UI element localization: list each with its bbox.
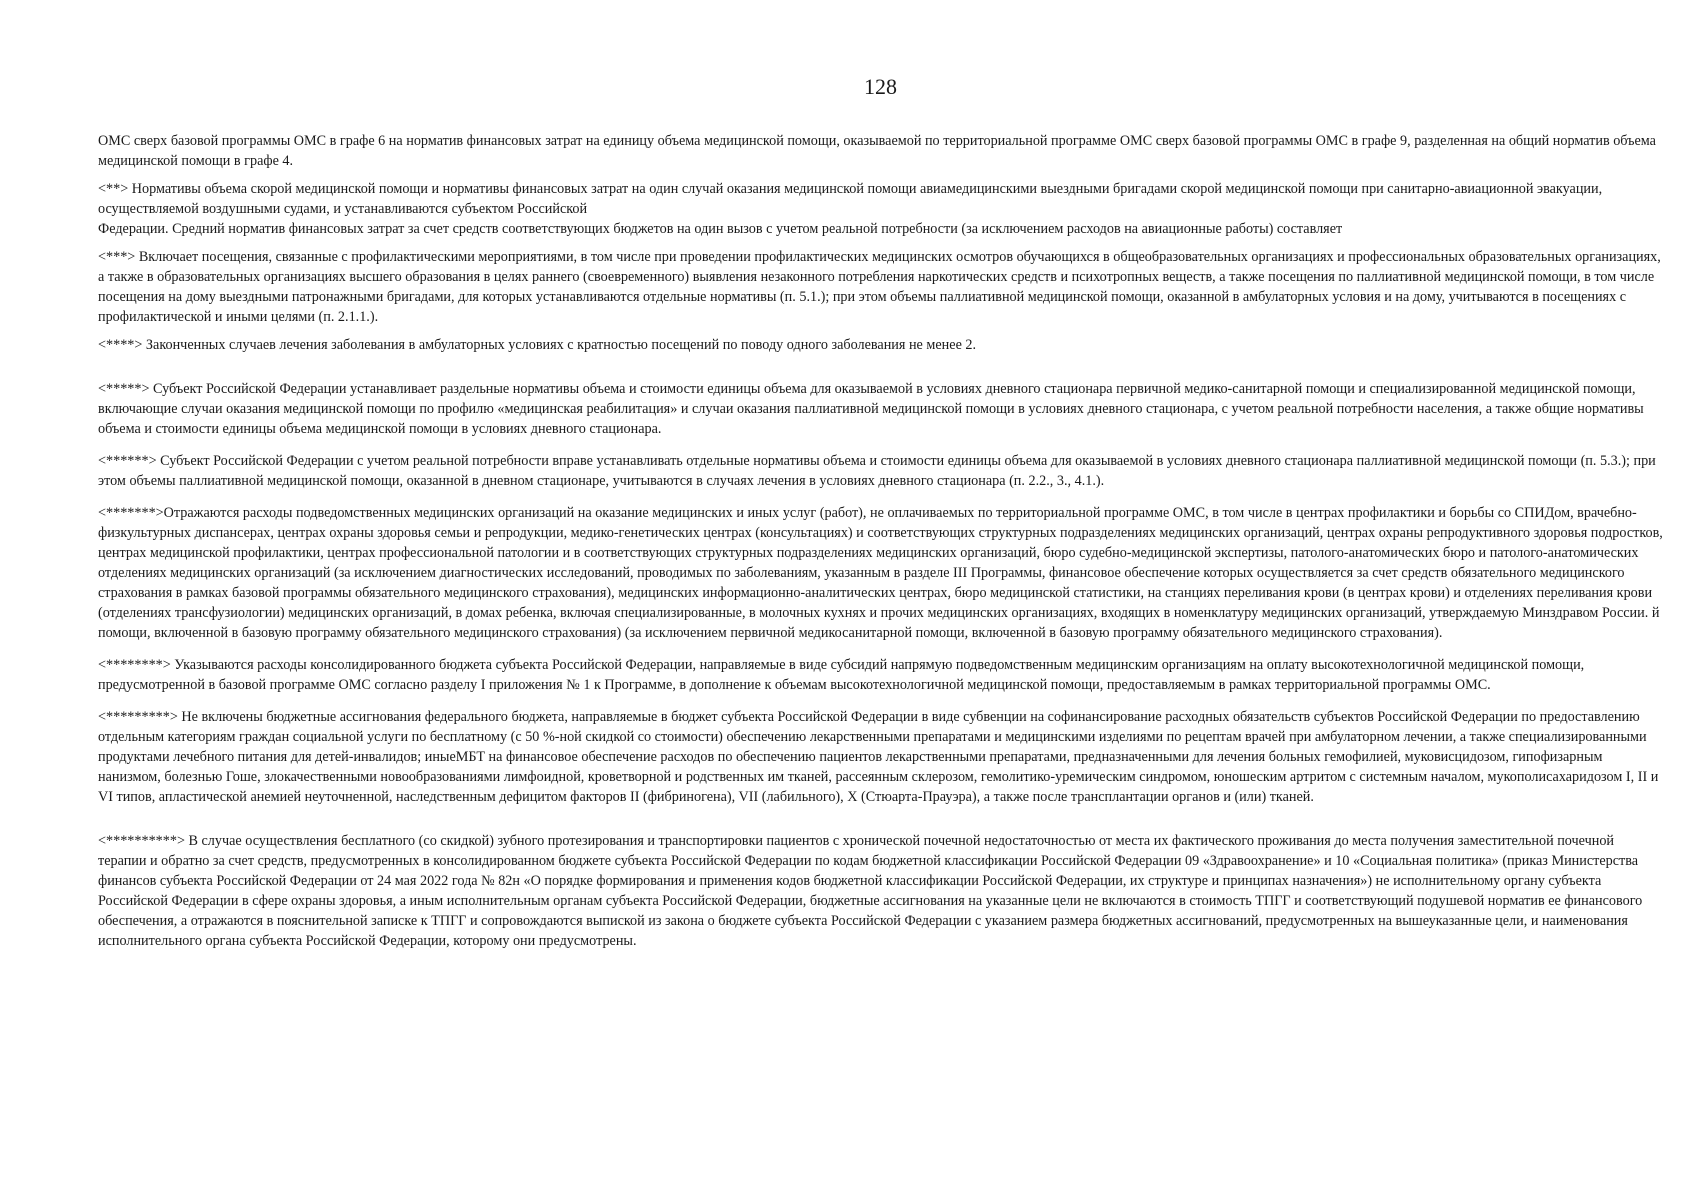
footnote-7: <*******>Отражаются расходы подведомственных медицинских организаций на оказание медицинских и иных услуг (работ), не оплачиваемых по территориальной программе ОМС, в том числе в центрах профилактики и борьбы со СПИДом, врачебно-физкультурных диспансерах, центрах охраны здоровья семьи и репродукции, медико-генетических центрах (консультациях) и соответствующих структурных подразделениях медицинских организаций, центрах охраны репродуктивного здоровья подростков, центрах медицинской профилактики, центрах профессиональной патологии и в соответствующих структурных подразделениях медицинских организаций, бюро судебно-медицинской экспертизы, патолого-анатомических бюро и патолого-анатомических отделениях медицинских организаций (за исключением диагностических исследований, проводимых по заболеваниям, указанным в разделе III Программы, финансовое обеспечение которых осуществляется за счет средств обязательного медицинского страхования в рамках базовой программы обязательного медицинского страхования), медицинских информационно-аналитических центрах, бюро медицинской статистики, на станциях переливания крови (в центрах крови) и отделениях переливания крови (отделениях трансфузиологии) медицинских организаций, в домах ребенка, включая специализированные, в молочных кухнях и прочих медицинских организациях, входящих в номенклатуру медицинских организаций, утверждаемую Минздравом России. й помощи, включенной в базовую программу обязательного медицинского страхования) (за исключением первичной медикосанитарной помощи, включенной в базовую программу обязательного медицинского страхования). [98, 505, 1663, 641]
footnotes-block [98, 131, 1663, 951]
footnote-8: <********> Указываются расходы консолидированного бюджета субъекта Российской Федерации, направляемые в виде субсидий напрямую подведомственным медицинским организациям на оплату высокотехнологичной медицинской помощи, предусмотренной в базовой программе ОМС согласно разделу I приложения № 1 к Программе, в дополнение к объемам высокотехнологичной медицинской помощи, предоставляемым в рамках территориальной программы ОМС. [98, 657, 1585, 693]
footnote-2-continuation: Федерации. Средний норматив финансовых затрат за счет средств соответствующих бюджетов на один вызов с учетом реальной потребности (за исключением расходов на авиационные работы) составляет [98, 221, 1343, 237]
document-page [98, 0, 1663, 1200]
footnote-continuation: ОМС сверх базовой программы ОМС в графе 6 на норматив финансовых затрат на единицу объема медицинской помощи, оказываемой по территориальной программе ОМС сверх базовой программы ОМС в графе 9, разделенная на общий норматив объема медицинской помощи в графе 4. [98, 133, 1656, 169]
footnote-10: <**********> В случае осуществления бесплатного (со скидкой) зубного протезирования и транспортировки пациентов с хронической почечной недостаточностью от места их фактического проживания до места получения заместительной почечной терапии и обратно за счет средств, предусмотренных в консолидированном бюджете субъекта Российской Федерации по кодам бюджетной классификации Российской Федерации 09 «Здравоохранение» и 10 «Социальная политика» (приказ Министерства финансов субъекта Российской Федерации от 24 мая 2022 года № 82н «О порядке формирования и применения кодов бюджетной классификации Российской Федерации, их структуре и принципах назначения») не исполнительному органу субъекта Российской Федерации в сфере охраны здоровья, а иным исполнительным органам субъекта Российской Федерации, бюджетные ассигнования на указанные цели не включаются в стоимость ТПГГ и соответствующий подушевой норматив ее финансового обеспечения, а отражаются в пояснительной записке к ТПГГ и сопровождаются выпиской из закона о бюджете субъекта Российской Федерации с указанием размера бюджетных ассигнований, предусмотренных на вышеуказанные цели, и наименования исполнительного органа субъекта Российской Федерации, которому они предусмотрены. [98, 833, 1643, 949]
footnote-4: <****> Законченных случаев лечения заболевания в амбулаторных условиях с кратностью посещений по поводу одного заболевания не менее 2. [98, 337, 977, 353]
footnote-9: <*********> Не включены бюджетные ассигнования федерального бюджета, направляемые в бюджет субъекта Российской Федерации в виде субвенции на софинансирование расходных обязательств субъектов Российской Федерации по предоставлению отдельным категориям граждан социальной услуги по бесплатному (с 50 %-ной скидкой со стоимости) обеспечению лекарственными препаратами и медицинскими изделиями по рецептам врачей при амбулаторном лечении, а также специализированными продуктами лечебного питания для детей-инвалидов; иныеМБТ на финансовое обеспечение расходов по обеспечению пациентов лекарственными препаратами, предназначенными для лечения больных гемофилией, муковисцидозом, гипофизарным нанизмом, болезнью Гоше, злокачественными новообразованиями лимфоидной, кроветворной и родственных им тканей, рассеянным склерозом, гемолитико-уремическим синдромом, юношеским артритом с системным началом, мукополисахаридозом I, II и VI типов, апластической анемией неуточненной, наследственным дефицитом факторов II (фибриногена), VII (лабильного), X (Стюарта-Прауэра), а также после трансплантации органов и (или) тканей. [98, 709, 1659, 805]
footnote-5: <*****> Субъект Российской Федерации устанавливает раздельные нормативы объема и стоимости единицы объема для оказываемой в условиях дневного стационара первичной медико-санитарной помощи и специализированной медицинской помощи, включающие случаи оказания медицинской помощи по профилю «медицинская реабилитация» и случаи оказания паллиативной медицинской помощи в условиях дневного стационара, с учетом реальной потребности населения, а также общие нормативы объема и стоимости единицы объема медицинской помощи в условиях дневного стационара. [98, 381, 1644, 437]
footnote-3: <***> Включает посещения, связанные с профилактическими мероприятиями, в том числе при проведении профилактических медицинских осмотров обучающихся в общеобразовательных организациях и профессиональных образовательных организациях, а также в образовательных организациях высшего образования в целях раннего (своевременного) выявления незаконного потребления наркотических средств и психотропных веществ, а также посещения по паллиативной медицинской помощи, в том числе посещения на дому выездными патронажными бригадами, для которых устанавливаются отдельные нормативы (п. 5.1.); при этом объемы паллиативной медицинской помощи, оказанной в амбулаторных условия и на дому, учитываются в посещениях с профилактической и иными целями (п. 2.1.1.). [98, 249, 1661, 325]
page-number: 128 [864, 74, 897, 99]
footnote-6: <******> Субъект Российской Федерации с учетом реальной потребности вправе устанавливать отдельные нормативы объема и стоимости единицы объема для оказываемой в условиях дневного стационара паллиативной медицинской помощи (п. 5.3.); при этом объемы паллиативной медицинской помощи, оказанной в дневном стационаре, учитываются в случаях лечения в условиях дневного стационара (п. 2.2., 3., 4.1.). [98, 453, 1656, 489]
footnote-2: <**> Нормативы объема скорой медицинской помощи и нормативы финансовых затрат на один случай оказания медицинской помощи авиамедицинскими выездными бригадами скорой медицинской помощи при санитарно-авиационной эвакуации, осуществляемой воздушными судами, и устанавливаются субъектом Российской [98, 181, 1603, 217]
